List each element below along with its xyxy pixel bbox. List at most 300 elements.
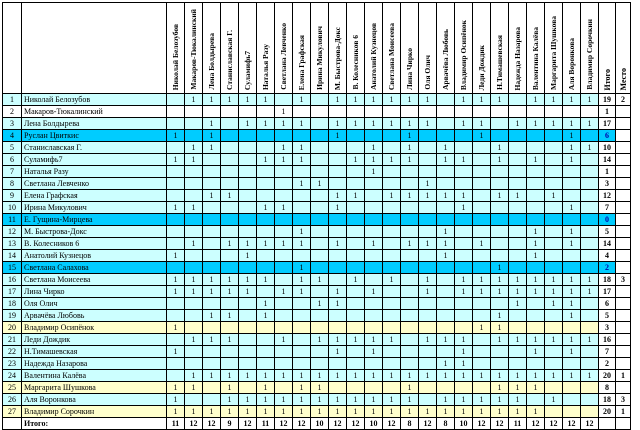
vote-cell: 1 [203, 406, 221, 418]
vote-cell: 1 [293, 226, 311, 238]
table-row [3, 334, 631, 346]
vote-cell: 1 [329, 94, 347, 106]
vote-cell [491, 106, 509, 118]
row-total: 1 [599, 166, 616, 178]
vote-cell: 1 [491, 286, 509, 298]
participant-name: Николай Белозубов [22, 94, 167, 106]
vote-cell: 1 [383, 190, 401, 202]
vote-cell: 1 [509, 286, 527, 298]
voting-results-table [2, 2, 631, 430]
row-place [616, 262, 631, 274]
vote-cell [311, 166, 329, 178]
vote-cell [347, 142, 365, 154]
vote-cell: 1 [437, 334, 455, 346]
vote-cell: 1 [221, 406, 239, 418]
vote-cell [473, 214, 491, 226]
row-total: 6 [599, 130, 616, 142]
column-total: 11 [167, 418, 185, 430]
vote-cell: 1 [509, 334, 527, 346]
vote-cell [167, 226, 185, 238]
vote-cell [563, 214, 581, 226]
column-total: 12 [275, 418, 293, 430]
vote-cell [257, 106, 275, 118]
vote-cell: 1 [275, 334, 293, 346]
table-row [3, 262, 631, 274]
vote-cell [347, 286, 365, 298]
vote-cell: 1 [275, 370, 293, 382]
vote-cell [383, 250, 401, 262]
row-total: 7 [599, 202, 616, 214]
row-total: 3 [599, 178, 616, 190]
column-header-label: Н.Тимашевская [495, 35, 504, 90]
column-header [311, 3, 329, 94]
vote-cell: 1 [473, 274, 491, 286]
vote-cell [221, 154, 239, 166]
vote-cell: 1 [365, 238, 383, 250]
vote-cell [509, 94, 527, 106]
vote-cell: 1 [419, 334, 437, 346]
vote-cell [257, 358, 275, 370]
vote-cell [401, 214, 419, 226]
total-column-header [599, 3, 616, 94]
participant-name: Маргарита Шушкова [22, 382, 167, 394]
table-row [3, 322, 631, 334]
vote-cell [473, 178, 491, 190]
participant-name: Оля Олич [22, 298, 167, 310]
vote-cell [455, 166, 473, 178]
participant-name: Станиславская Г. [22, 142, 167, 154]
vote-cell: 1 [563, 298, 581, 310]
vote-cell [239, 346, 257, 358]
vote-cell [491, 250, 509, 262]
vote-cell [437, 382, 455, 394]
vote-cell: 1 [293, 286, 311, 298]
vote-cell [527, 358, 545, 370]
vote-cell: 1 [347, 406, 365, 418]
vote-cell [545, 214, 563, 226]
vote-cell: 1 [275, 238, 293, 250]
row-place [616, 106, 631, 118]
vote-cell [581, 190, 599, 202]
participant-name: Арвачёва Любовь [22, 310, 167, 322]
vote-cell [581, 298, 599, 310]
table-row [3, 238, 631, 250]
vote-cell [239, 142, 257, 154]
vote-cell: 1 [491, 322, 509, 334]
vote-cell [203, 346, 221, 358]
vote-cell: 1 [563, 118, 581, 130]
column-total: 12 [347, 418, 365, 430]
vote-cell [239, 130, 257, 142]
vote-cell: 1 [293, 142, 311, 154]
vote-cell: 1 [185, 94, 203, 106]
row-number: 24 [3, 370, 22, 382]
vote-cell: 1 [383, 370, 401, 382]
vote-cell [563, 262, 581, 274]
vote-cell [347, 250, 365, 262]
vote-cell [167, 358, 185, 370]
vote-cell [275, 262, 293, 274]
vote-cell [257, 178, 275, 190]
vote-cell [275, 274, 293, 286]
vote-cell: 1 [329, 334, 347, 346]
vote-cell [455, 214, 473, 226]
column-header-label: Аля Воронкова [567, 37, 576, 90]
row-number: 25 [3, 382, 22, 394]
row-number: 14 [3, 250, 22, 262]
vote-cell [311, 214, 329, 226]
vote-cell [419, 322, 437, 334]
vote-cell: 1 [383, 118, 401, 130]
vote-cell: 1 [221, 94, 239, 106]
vote-cell: 1 [473, 394, 491, 406]
vote-cell [473, 250, 491, 262]
vote-cell: 1 [419, 238, 437, 250]
vote-cell [365, 226, 383, 238]
vote-cell [581, 202, 599, 214]
vote-cell [419, 382, 437, 394]
vote-cell [383, 346, 401, 358]
vote-cell: 1 [311, 382, 329, 394]
vote-cell: 1 [293, 406, 311, 418]
vote-cell [293, 106, 311, 118]
table-row [3, 190, 631, 202]
row-total: 14 [599, 154, 616, 166]
vote-cell [365, 382, 383, 394]
column-header [293, 3, 311, 94]
vote-cell [311, 262, 329, 274]
vote-cell: 1 [455, 334, 473, 346]
vote-cell [329, 106, 347, 118]
participant-name: М. Быстрова-Докс [22, 226, 167, 238]
vote-cell [527, 166, 545, 178]
vote-cell: 1 [221, 394, 239, 406]
vote-cell [275, 310, 293, 322]
vote-cell: 1 [365, 142, 383, 154]
vote-cell [383, 130, 401, 142]
column-header [347, 3, 365, 94]
vote-cell: 1 [563, 94, 581, 106]
vote-cell [347, 166, 365, 178]
row-total: 1 [599, 106, 616, 118]
vote-cell [419, 394, 437, 406]
row-total: 12 [599, 190, 616, 202]
vote-cell: 1 [203, 286, 221, 298]
vote-cell: 1 [275, 286, 293, 298]
vote-cell [545, 346, 563, 358]
vote-cell [365, 322, 383, 334]
column-header-label: Суламифь7 [243, 50, 252, 90]
vote-cell [203, 322, 221, 334]
vote-cell: 1 [473, 406, 491, 418]
vote-cell: 1 [455, 190, 473, 202]
vote-cell [257, 214, 275, 226]
vote-cell: 1 [203, 142, 221, 154]
participant-name: Лина Чирко [22, 286, 167, 298]
vote-cell [221, 358, 239, 370]
vote-cell: 1 [509, 298, 527, 310]
vote-cell: 1 [527, 334, 545, 346]
vote-cell: 1 [383, 334, 401, 346]
vote-cell [401, 358, 419, 370]
vote-cell: 1 [545, 298, 563, 310]
vote-cell [329, 262, 347, 274]
vote-cell [167, 178, 185, 190]
vote-cell [239, 190, 257, 202]
vote-cell [275, 130, 293, 142]
vote-cell [581, 154, 599, 166]
vote-cell [365, 298, 383, 310]
participant-name: Светлана Левченко [22, 178, 167, 190]
table-row [3, 274, 631, 286]
vote-cell [239, 382, 257, 394]
vote-cell: 1 [311, 406, 329, 418]
vote-cell [581, 178, 599, 190]
vote-cell [239, 178, 257, 190]
column-total: 10 [365, 418, 383, 430]
vote-cell [545, 310, 563, 322]
column-header [167, 3, 185, 94]
vote-cell: 1 [401, 94, 419, 106]
vote-cell: 1 [275, 142, 293, 154]
row-place: 3 [616, 274, 631, 286]
column-total: 12 [383, 418, 401, 430]
vote-cell [437, 94, 455, 106]
vote-cell [365, 178, 383, 190]
vote-cell [365, 130, 383, 142]
participant-name: Ирина Микулович [22, 202, 167, 214]
vote-cell [509, 178, 527, 190]
column-header-label: Станиславская Г. [225, 30, 234, 90]
vote-cell [167, 214, 185, 226]
vote-cell [473, 334, 491, 346]
vote-cell: 1 [491, 154, 509, 166]
column-total: 12 [563, 418, 581, 430]
participant-name: Суламифь7 [22, 154, 167, 166]
vote-cell [419, 310, 437, 322]
vote-cell: 1 [563, 346, 581, 358]
vote-cell: 1 [275, 118, 293, 130]
vote-cell [545, 250, 563, 262]
vote-cell: 1 [167, 250, 185, 262]
vote-cell: 1 [293, 178, 311, 190]
vote-cell [185, 358, 203, 370]
vote-cell [581, 346, 599, 358]
vote-cell [401, 346, 419, 358]
vote-cell [455, 178, 473, 190]
vote-cell [203, 250, 221, 262]
row-number: 1 [3, 94, 22, 106]
column-header [491, 3, 509, 94]
vote-cell [473, 298, 491, 310]
row-number: 15 [3, 262, 22, 274]
vote-cell [383, 238, 401, 250]
vote-cell [437, 130, 455, 142]
vote-cell [365, 262, 383, 274]
vote-cell: 1 [185, 274, 203, 286]
vote-cell [437, 322, 455, 334]
vote-cell [167, 142, 185, 154]
vote-cell: 1 [239, 406, 257, 418]
vote-cell [509, 202, 527, 214]
vote-cell [509, 166, 527, 178]
vote-cell: 1 [455, 406, 473, 418]
row-number: 13 [3, 238, 22, 250]
vote-cell: 1 [563, 226, 581, 238]
row-number: 27 [3, 406, 22, 418]
vote-cell [509, 262, 527, 274]
vote-cell: 1 [563, 238, 581, 250]
row-total: 10 [599, 142, 616, 154]
vote-cell: 1 [365, 166, 383, 178]
vote-cell [167, 106, 185, 118]
participant-name: Аля Воронкова [22, 394, 167, 406]
row-total: 17 [599, 286, 616, 298]
column-header [401, 3, 419, 94]
vote-cell [347, 238, 365, 250]
column-total: 8 [437, 418, 455, 430]
vote-cell [563, 394, 581, 406]
column-header [275, 3, 293, 94]
vote-cell [437, 286, 455, 298]
column-total: 9 [221, 418, 239, 430]
vote-cell [329, 250, 347, 262]
vote-cell: 1 [347, 94, 365, 106]
column-total: 10 [455, 418, 473, 430]
vote-cell [419, 202, 437, 214]
vote-cell [509, 226, 527, 238]
vote-cell [545, 406, 563, 418]
column-header-label: Оля Олич [423, 55, 432, 90]
row-number: 19 [3, 310, 22, 322]
column-header [329, 3, 347, 94]
vote-cell [545, 154, 563, 166]
vote-cell [311, 142, 329, 154]
row-place: 3 [616, 394, 631, 406]
vote-cell [167, 370, 185, 382]
vote-cell [509, 154, 527, 166]
vote-cell [563, 178, 581, 190]
vote-cell [221, 346, 239, 358]
vote-cell [527, 322, 545, 334]
row-total: 18 [599, 274, 616, 286]
vote-cell: 1 [167, 130, 185, 142]
vote-cell: 1 [365, 154, 383, 166]
vote-cell [311, 154, 329, 166]
column-total: 11 [509, 418, 527, 430]
vote-cell [239, 166, 257, 178]
vote-cell [455, 298, 473, 310]
row-place [616, 226, 631, 238]
table-row [3, 250, 631, 262]
vote-cell: 1 [401, 154, 419, 166]
column-header [581, 3, 599, 94]
row-place [616, 322, 631, 334]
vote-cell [257, 250, 275, 262]
vote-cell: 1 [491, 370, 509, 382]
vote-cell: 1 [581, 286, 599, 298]
vote-cell [419, 250, 437, 262]
vote-cell [581, 382, 599, 394]
vote-cell: 1 [311, 274, 329, 286]
participant-name: Н.Тимашевская [22, 346, 167, 358]
vote-cell: 1 [563, 286, 581, 298]
vote-cell [509, 358, 527, 370]
vote-cell [293, 202, 311, 214]
vote-cell: 1 [527, 370, 545, 382]
vote-cell: 1 [347, 394, 365, 406]
vote-cell [401, 262, 419, 274]
vote-cell: 1 [329, 370, 347, 382]
vote-cell: 1 [185, 334, 203, 346]
vote-cell [545, 142, 563, 154]
table-row [3, 358, 631, 370]
vote-cell [491, 238, 509, 250]
vote-cell: 1 [473, 130, 491, 142]
vote-cell [509, 346, 527, 358]
vote-cell: 1 [437, 394, 455, 406]
column-header [365, 3, 383, 94]
vote-cell: 1 [293, 238, 311, 250]
row-place [616, 310, 631, 322]
vote-cell: 1 [203, 190, 221, 202]
vote-cell [275, 94, 293, 106]
vote-cell [239, 106, 257, 118]
column-total: 12 [527, 418, 545, 430]
table-row [3, 382, 631, 394]
row-total: 6 [599, 298, 616, 310]
vote-cell [401, 322, 419, 334]
vote-cell: 1 [239, 370, 257, 382]
vote-cell: 1 [221, 310, 239, 322]
vote-cell: 1 [167, 154, 185, 166]
vote-cell [239, 262, 257, 274]
vote-cell [437, 298, 455, 310]
vote-cell [347, 262, 365, 274]
vote-cell [311, 310, 329, 322]
vote-cell: 1 [347, 274, 365, 286]
vote-cell [329, 214, 347, 226]
vote-cell [257, 334, 275, 346]
participant-name: Светлана Салахова [22, 262, 167, 274]
vote-cell [203, 166, 221, 178]
vote-cell [329, 226, 347, 238]
vote-cell: 1 [239, 238, 257, 250]
participant-name: Елена Графская [22, 190, 167, 202]
participant-name: Макаров-Тюкалинский [22, 106, 167, 118]
row-number: 20 [3, 322, 22, 334]
vote-cell [383, 358, 401, 370]
vote-cell: 1 [563, 202, 581, 214]
row-place [616, 154, 631, 166]
vote-cell [383, 226, 401, 238]
vote-cell [491, 226, 509, 238]
column-header-label: Анатолий Кузнецов [369, 23, 378, 90]
vote-cell: 1 [329, 190, 347, 202]
vote-cell [203, 154, 221, 166]
vote-cell [545, 202, 563, 214]
vote-cell [293, 214, 311, 226]
column-header [509, 3, 527, 94]
vote-cell [545, 166, 563, 178]
row-place [616, 346, 631, 358]
vote-cell: 1 [257, 298, 275, 310]
vote-cell: 1 [491, 94, 509, 106]
column-total: 12 [239, 418, 257, 430]
column-header-label: Леди Дождик [477, 44, 486, 90]
vote-cell [221, 262, 239, 274]
vote-cell [365, 202, 383, 214]
